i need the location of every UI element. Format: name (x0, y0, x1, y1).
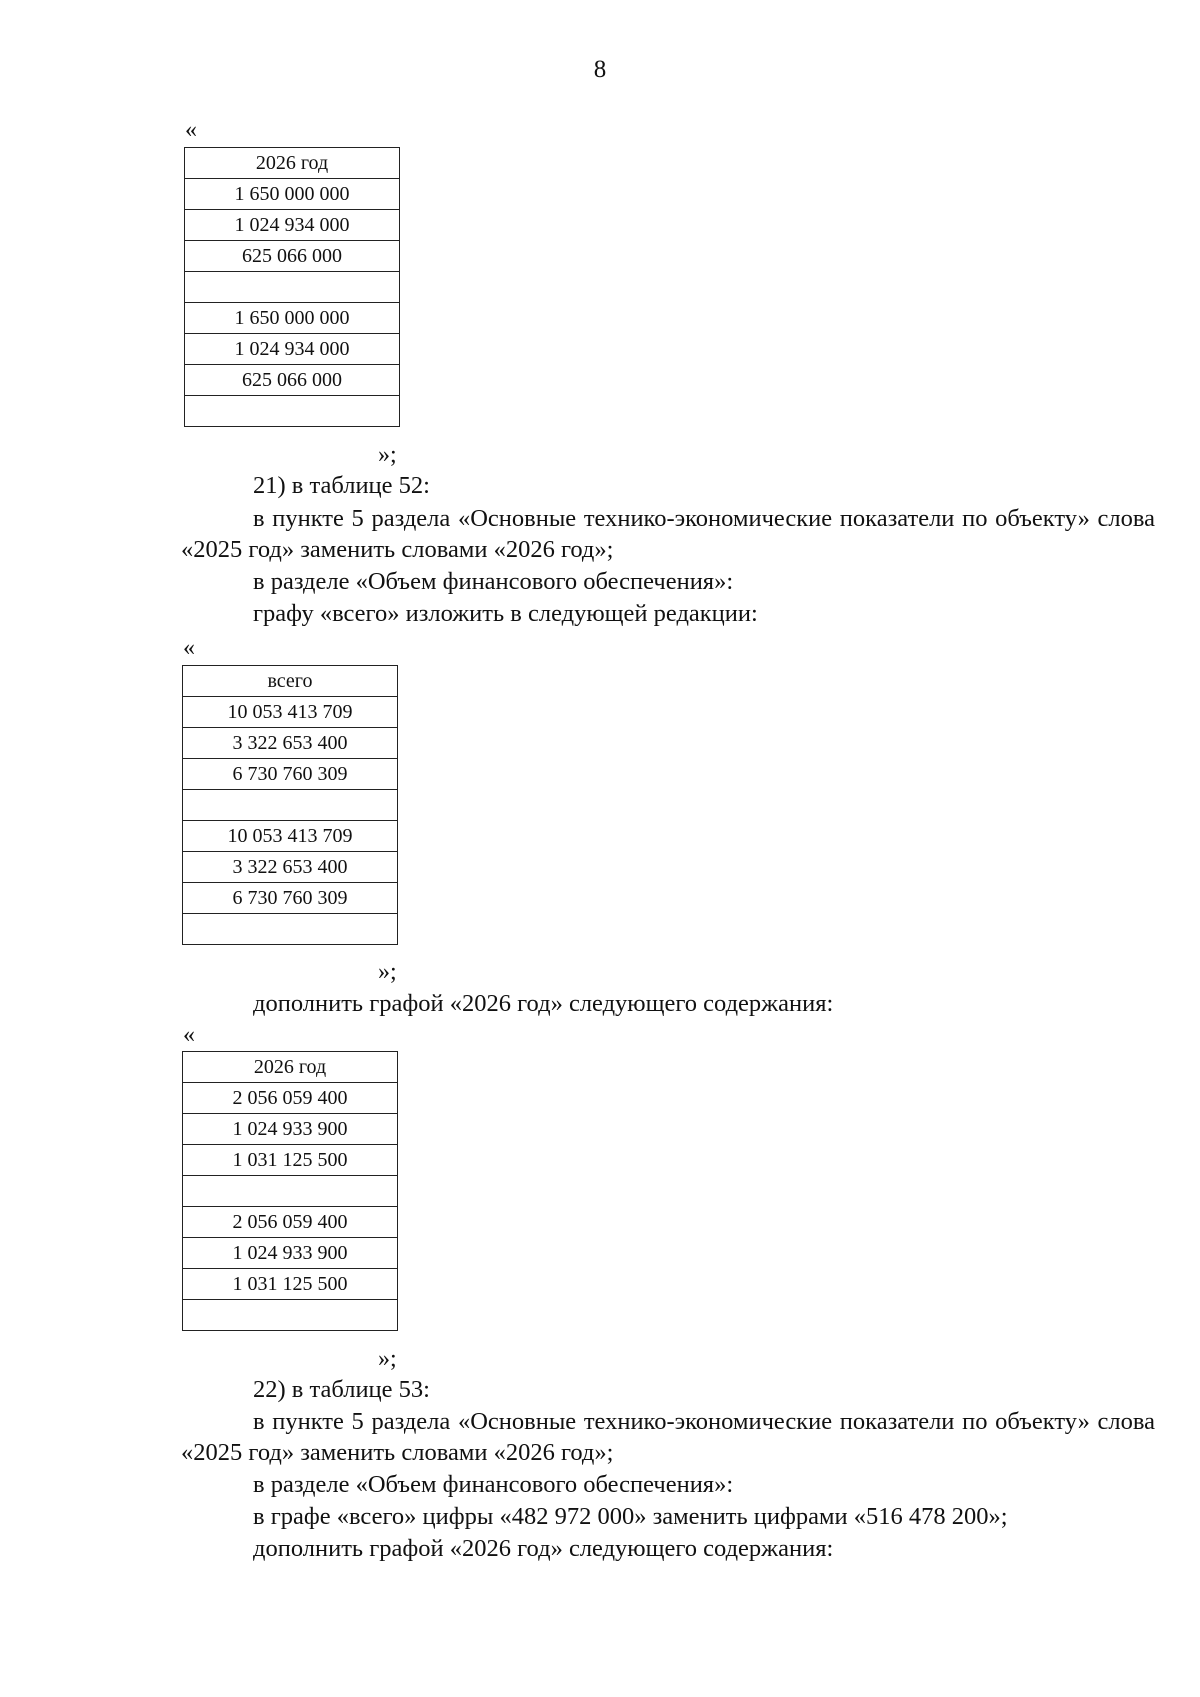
item-21-paragraph-2: в разделе «Объем финансового обеспечения»: (253, 568, 734, 595)
table-cell: 1 024 934 000 (185, 210, 400, 241)
item-22-paragraph-4: дополнить графой «2026 год» следующего содержания: (253, 1535, 834, 1562)
closing-quote: »; (378, 959, 397, 985)
item-21-title: 21) в таблице 52: (253, 472, 430, 499)
table-cell: 1 024 934 000 (185, 334, 400, 365)
table-header: 2026 год (183, 1052, 398, 1083)
table-cell: 2 056 059 400 (183, 1083, 398, 1114)
table-cell: 6 730 760 309 (183, 759, 398, 790)
table-cell: 1 024 933 900 (183, 1238, 398, 1269)
table-total (182, 665, 398, 945)
item-22-title: 22) в таблице 53: (253, 1376, 430, 1403)
table-cell: 10 053 413 709 (183, 821, 398, 852)
table-cell: 3 322 653 400 (183, 728, 398, 759)
table-cell: 1 650 000 000 (185, 179, 400, 210)
opening-quote: « (185, 117, 197, 143)
table-cell: 1 031 125 500 (183, 1269, 398, 1300)
table-2026-year-2 (182, 1051, 398, 1331)
table-cell (185, 396, 400, 427)
table-cell (183, 914, 398, 945)
table-header: всего (183, 666, 398, 697)
item-22-paragraph-1: в пункте 5 раздела «Основные технико-экономические показатели по объекту» слова «2025 год» заменить словами «2026 год»; (181, 1408, 1155, 1466)
table-cell (183, 1176, 398, 1207)
table-cell (185, 272, 400, 303)
table-cell: 1 024 933 900 (183, 1114, 398, 1145)
table-header: 2026 год (185, 148, 400, 179)
table-cell: 1 650 000 000 (185, 303, 400, 334)
add-column-instruction: дополнить графой «2026 год» следующего содержания: (253, 990, 834, 1017)
table-cell: 2 056 059 400 (183, 1207, 398, 1238)
table-2026-year-1 (184, 147, 400, 427)
closing-quote: »; (378, 1346, 397, 1372)
opening-quote: « (183, 1022, 195, 1048)
item-21-paragraph-3: графу «всего» изложить в следующей редакции: (253, 600, 758, 627)
table-cell: 625 066 000 (185, 365, 400, 396)
table-cell (183, 790, 398, 821)
item-22-paragraph-3: в графе «всего» цифры «482 972 000» заменить цифрами «516 478 200»; (253, 1503, 1008, 1530)
table-cell (183, 1300, 398, 1331)
closing-quote: »; (378, 442, 397, 468)
table-cell: 6 730 760 309 (183, 883, 398, 914)
table-cell: 1 031 125 500 (183, 1145, 398, 1176)
item-21-paragraph-1: в пункте 5 раздела «Основные технико-экономические показатели по объекту» слова «2025 год» заменить словами «2026 год»; (181, 505, 1155, 563)
table-cell: 3 322 653 400 (183, 852, 398, 883)
item-22-paragraph-2: в разделе «Объем финансового обеспечения»: (253, 1471, 734, 1498)
table-cell: 10 053 413 709 (183, 697, 398, 728)
opening-quote: « (183, 635, 195, 661)
table-cell: 625 066 000 (185, 241, 400, 272)
page-number: 8 (593, 56, 607, 83)
